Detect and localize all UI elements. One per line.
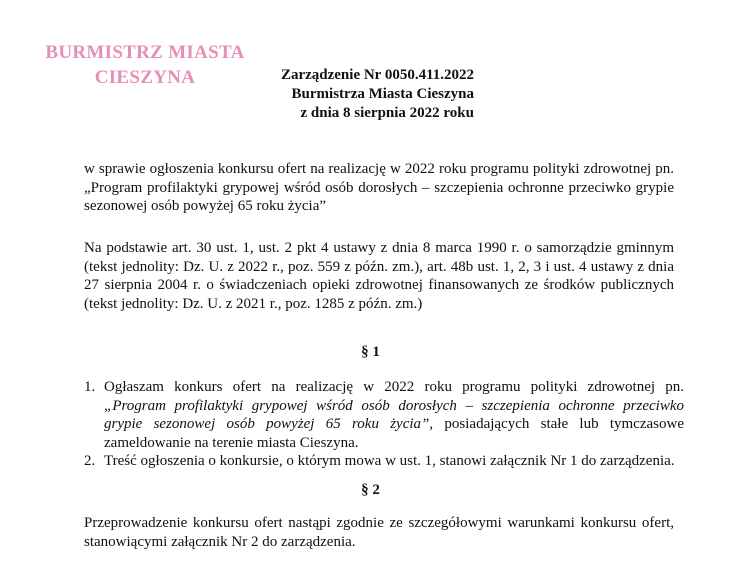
section-1-heading: § 1	[361, 344, 380, 360]
item-line	[104, 415, 684, 434]
section-2-heading: § 2	[361, 482, 380, 498]
section-2-line: stanowiącymi załącznik Nr 2 do zarządzenia.	[84, 533, 356, 550]
basis-line: Na podstawie art. 30 ust. 1, ust. 2 pkt 4 ustawy z dnia 8 marca 1990 r. o samorządzie gminnym	[84, 240, 674, 256]
mayor-stamp	[40, 40, 250, 90]
item-line: Treść ogłoszenia o konkursie, o którym mowa w ust. 1, stanowi załącznik Nr 1 do zarządzenia.	[104, 453, 675, 469]
basis-line: 27 sierpnia 2004 r. o świadczeniach opieki zdrowotnej finansowanych ze środków publicznych	[84, 277, 674, 293]
issuer: Burmistrza Miasta Cieszyna	[291, 86, 474, 102]
item-line	[104, 397, 684, 416]
list-item	[84, 378, 684, 452]
section-1-list	[84, 378, 684, 471]
ordinance-number: Zarządzenie Nr 0050.411.2022	[280, 67, 474, 83]
program-name: „Program profilaktyki grypowej wśród osób dorosłych – szczepienia ochronne przeciwko	[104, 397, 684, 414]
stamp-line-1: BURMISTRZ MIASTA	[45, 42, 245, 63]
subject-line: w sprawie ogłoszenia konkursu ofert na realizację w 2022 roku programu polityki zdrowotnej pn.	[84, 161, 674, 177]
basis-line: (tekst jednolity: Dz. U. z 2021 r., poz. 1285 z późn. zm.)	[84, 295, 423, 312]
list-item	[84, 452, 684, 471]
issue-date: z dnia 8 sierpnia 2022 roku	[300, 105, 474, 121]
subject-line: „Program profilaktyki grypowej wśród osób dorosłych – szczepienia ochronne przeciwko grypie	[84, 179, 674, 196]
legal-basis-paragraph	[84, 239, 674, 313]
stamp-line-2: CIESZYNA	[94, 67, 196, 88]
basis-line: (tekst jednolity: Dz. U. z 2022 r., poz. 559 z późn. zm.), art. 48b ust. 1, 2, 3 i ust. 4 ustawy z dnia	[84, 258, 674, 275]
item-number: 2.	[84, 453, 96, 469]
item-line-rest: , posiadających stałe lub tymczasowe	[429, 416, 684, 432]
section-2-line: Przeprowadzenie konkursu ofert nastąpi zgodnie ze szczegółowymi warunkami konkursu ofert,	[84, 515, 674, 531]
subject-line: sezonowej osób powyżej 65 roku życia”	[84, 198, 327, 214]
item-number: 1.	[84, 379, 96, 395]
item-line: Ogłaszam konkurs ofert na realizację w 2022 roku programu polityki zdrowotnej pn.	[104, 379, 684, 395]
program-name-cont: grypie sezonowej osób powyżej 65 roku życia”	[104, 416, 430, 432]
document-header	[262, 66, 474, 123]
section-2-paragraph	[84, 514, 674, 551]
subject-paragraph	[84, 160, 674, 216]
item-line: zameldowanie na terenie miasta Cieszyna.	[104, 434, 359, 451]
